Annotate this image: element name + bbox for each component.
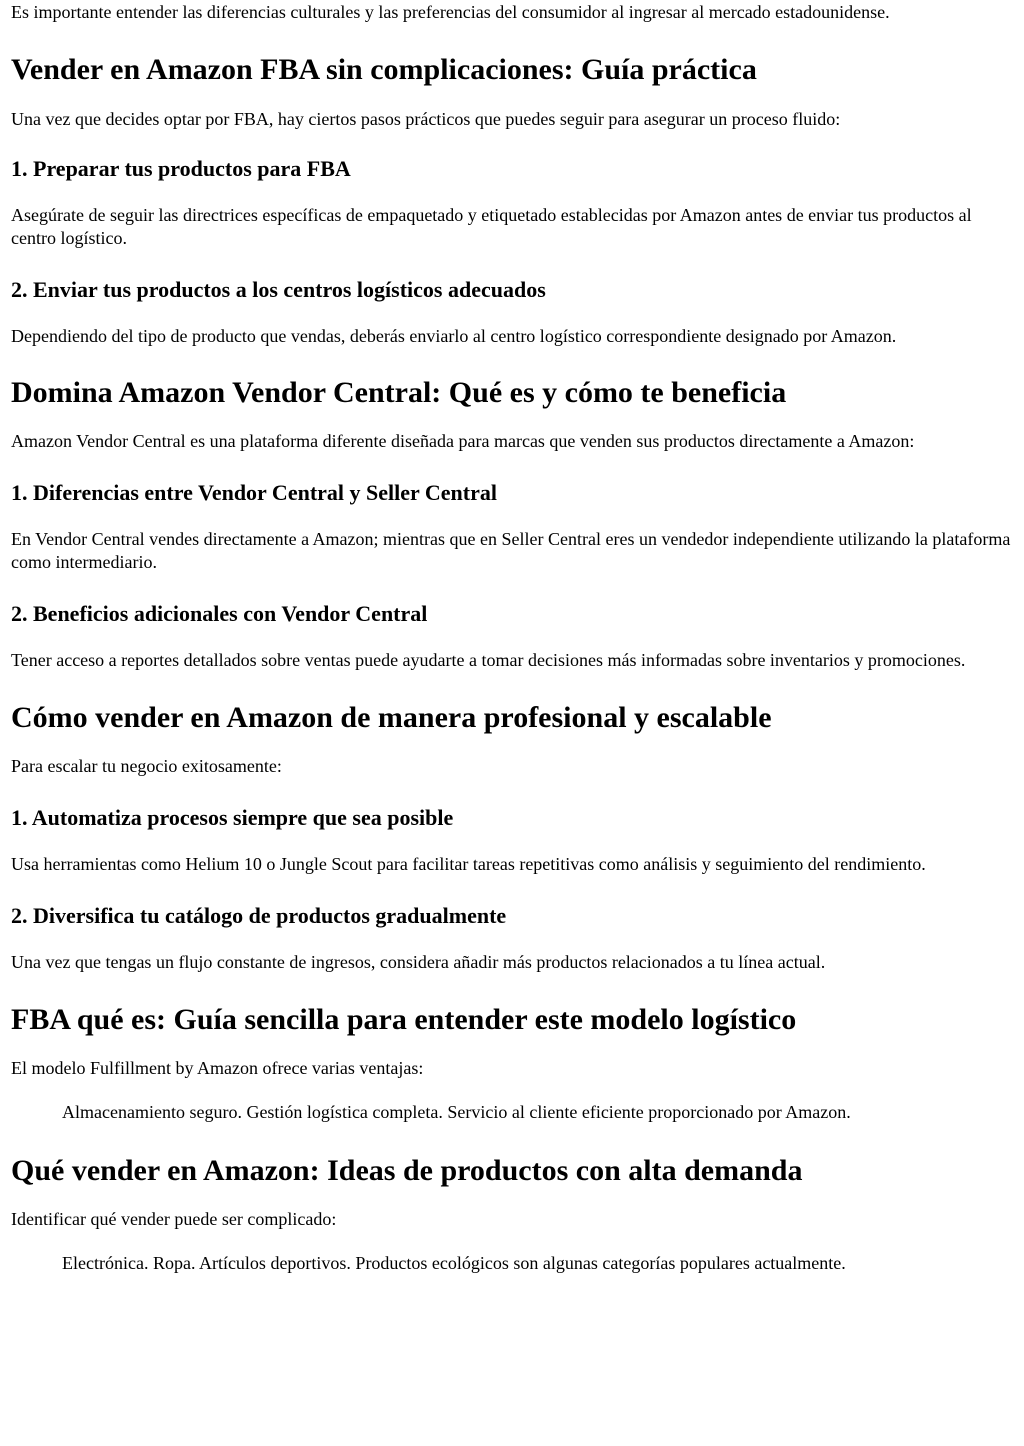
paragraph-vendor-vs-seller: En Vendor Central vendes directamente a Amazon; mientras que en Seller Central eres un vendedor independiente utilizando la plataforma como intermediario. <box>11 529 1011 572</box>
paragraph-automate: Usa herramientas como Helium 10 o Jungle Scout para facilitar tareas repetitivas como análisis y seguimiento del rendimiento. <box>11 854 926 874</box>
paragraph-diversify: Una vez que tengas un flujo constante de ingresos, considera añadir más productos relacionados a tu línea actual. <box>11 952 826 972</box>
subheading-diversify: 2. Diversifica tu catálogo de productos gradualmente <box>11 903 507 928</box>
section-intro: Identificar qué vender puede ser complicado: <box>11 1209 337 1229</box>
section-intro: Para escalar tu negocio exitosamente: <box>11 756 282 776</box>
blockquote-product-ideas: Electrónica. Ropa. Artículos deportivos. Productos ecológicos son algunas categorías populares actualmente. <box>62 1253 846 1273</box>
section-intro: El modelo Fulfillment by Amazon ofrece varias ventajas: <box>11 1058 424 1078</box>
section-heading-what-to-sell: Qué vender en Amazon: Ideas de productos con alta demanda <box>11 1154 803 1187</box>
subheading-vendor-benefits: 2. Beneficios adicionales con Vendor Central <box>11 601 428 626</box>
intro-paragraph: Es importante entender las diferencias culturales y las preferencias del consumidor al ingresar al mercado estadounidense. <box>11 2 890 22</box>
section-intro: Amazon Vendor Central es una plataforma diferente diseñada para marcas que venden sus productos directamente a Amazon: <box>11 431 915 451</box>
subheading-automate: 1. Automatiza procesos siempre que sea posible <box>11 805 454 830</box>
paragraph-vendor-benefits: Tener acceso a reportes detallados sobre ventas puede ayudarte a tomar decisiones más informadas sobre inventarios y promociones. <box>11 650 966 670</box>
paragraph-prepare-products: Asegúrate de seguir las directrices específicas de empaquetado y etiquetado establecidas por Amazon antes de enviar tus productos al centro logístico. <box>11 205 972 248</box>
subheading-send-products: 2. Enviar tus productos a los centros logísticos adecuados <box>11 277 546 302</box>
section-heading-sell-professionally: Cómo vender en Amazon de manera profesional y escalable <box>11 701 772 734</box>
subheading-vendor-vs-seller: 1. Diferencias entre Vendor Central y Seller Central <box>11 480 497 505</box>
section-heading-vendor-central: Domina Amazon Vendor Central: Qué es y cómo te beneficia <box>11 376 787 409</box>
section-heading-fba-guide: Vender en Amazon FBA sin complicaciones: Guía práctica <box>11 53 757 86</box>
paragraph-send-products: Dependiendo del tipo de producto que vendas, deberás enviarlo al centro logístico correspondiente designado por Amazon. <box>11 326 897 346</box>
section-heading-fba-what-is: FBA qué es: Guía sencilla para entender este modelo logístico <box>11 1003 797 1036</box>
blockquote-fba-advantages: Almacenamiento seguro. Gestión logística completa. Servicio al cliente eficiente proporcionado por Amazon. <box>62 1102 851 1122</box>
section-intro: Una vez que decides optar por FBA, hay ciertos pasos prácticos que puedes seguir para asegurar un proceso fluido: <box>11 109 841 129</box>
subheading-prepare-products: 1. Preparar tus productos para FBA <box>11 156 351 181</box>
